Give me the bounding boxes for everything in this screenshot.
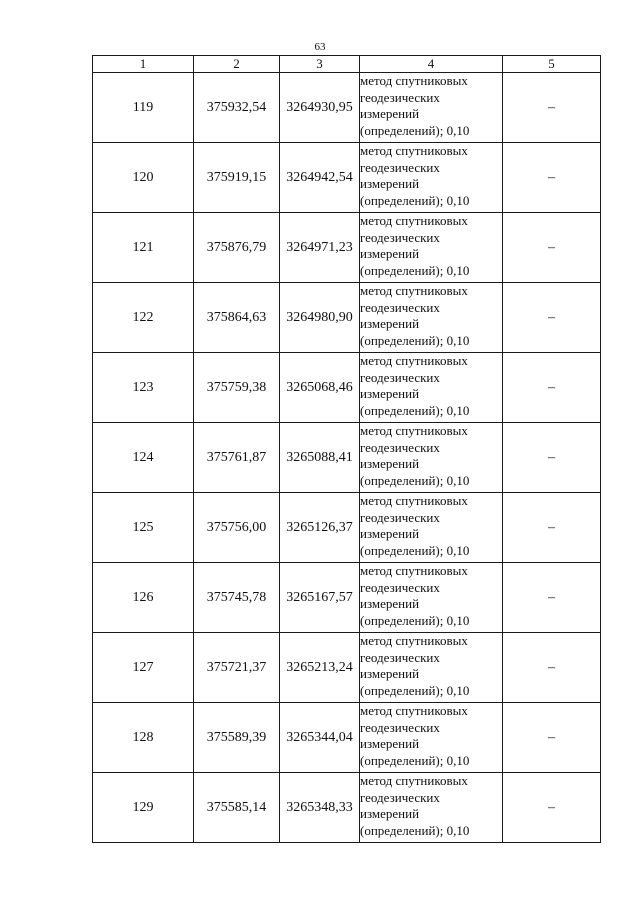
column-header-4: 4	[360, 56, 503, 73]
method-line: метод спутниковых	[360, 353, 468, 368]
method-cell	[360, 213, 503, 283]
method-line: метод спутниковых	[360, 283, 468, 298]
point-number-cell: 129	[93, 773, 194, 843]
table-row	[93, 143, 601, 213]
method-cell	[360, 703, 503, 773]
point-number-cell: 121	[93, 213, 194, 283]
column-header-2: 2	[194, 56, 280, 73]
method-line: измерений	[360, 526, 420, 542]
method-line: метод спутниковых	[360, 213, 468, 228]
method-line: геодезических	[360, 369, 440, 385]
coordinates-table	[92, 55, 601, 843]
method-line: геодезических	[360, 439, 440, 455]
table-row	[93, 213, 601, 283]
method-line: измерений	[360, 106, 420, 122]
method-line: метод спутниковых	[360, 143, 468, 158]
method-line: геодезических	[360, 579, 440, 595]
coordinate-y-cell: 3265126,37	[280, 493, 360, 563]
method-line: измерений	[360, 806, 420, 822]
coordinate-x-cell: 375585,14	[194, 773, 280, 843]
coordinate-y-cell: 3265348,33	[280, 773, 360, 843]
point-number-cell: 123	[93, 353, 194, 423]
column-5-cell: –	[503, 563, 601, 633]
method-line: геодезических	[360, 789, 440, 805]
column-5-cell: –	[503, 283, 601, 353]
coordinate-x-cell: 375721,37	[194, 633, 280, 703]
method-cell	[360, 493, 503, 563]
method-line: геодезических	[360, 719, 440, 735]
method-line: измерений	[360, 736, 420, 752]
point-number-cell: 125	[93, 493, 194, 563]
coordinate-y-cell: 3264930,95	[280, 73, 360, 143]
method-line: (определений); 0,10	[360, 192, 470, 208]
column-5-cell: –	[503, 423, 601, 493]
method-line: метод спутниковых	[360, 493, 468, 508]
method-line: (определений); 0,10	[360, 262, 470, 278]
method-line: метод спутниковых	[360, 773, 468, 788]
method-line: (определений); 0,10	[360, 122, 470, 138]
table-row	[93, 703, 601, 773]
table-row	[93, 493, 601, 563]
method-cell	[360, 283, 503, 353]
method-line: геодезических	[360, 229, 440, 245]
method-cell	[360, 73, 503, 143]
table-row	[93, 773, 601, 843]
method-line: (определений); 0,10	[360, 612, 470, 628]
method-line: (определений); 0,10	[360, 752, 470, 768]
method-line: измерений	[360, 386, 420, 402]
coordinate-y-cell: 3264971,23	[280, 213, 360, 283]
column-header-1: 1	[93, 56, 194, 73]
method-line: геодезических	[360, 159, 440, 175]
page-number: 63	[314, 41, 326, 53]
point-number-cell: 122	[93, 283, 194, 353]
method-line: метод спутниковых	[360, 703, 468, 718]
point-number-cell: 127	[93, 633, 194, 703]
method-line: (определений); 0,10	[360, 542, 470, 558]
method-cell	[360, 143, 503, 213]
coordinate-y-cell: 3265068,46	[280, 353, 360, 423]
coordinate-y-cell: 3265167,57	[280, 563, 360, 633]
coordinate-x-cell: 375932,54	[194, 73, 280, 143]
method-line: геодезических	[360, 89, 440, 105]
method-cell	[360, 773, 503, 843]
method-line: (определений); 0,10	[360, 472, 470, 488]
coordinate-x-cell: 375876,79	[194, 213, 280, 283]
method-line: метод спутниковых	[360, 563, 468, 578]
method-line: геодезических	[360, 509, 440, 525]
column-header-3: 3	[280, 56, 360, 73]
column-5-cell: –	[503, 773, 601, 843]
column-5-cell: –	[503, 143, 601, 213]
method-line: (определений); 0,10	[360, 682, 470, 698]
method-line: измерений	[360, 666, 420, 682]
method-line: (определений); 0,10	[360, 822, 470, 838]
coordinate-x-cell: 375756,00	[194, 493, 280, 563]
point-number-cell: 120	[93, 143, 194, 213]
coordinate-x-cell: 375745,78	[194, 563, 280, 633]
point-number-cell: 128	[93, 703, 194, 773]
coordinate-y-cell: 3264980,90	[280, 283, 360, 353]
coordinate-x-cell: 375864,63	[194, 283, 280, 353]
method-line: метод спутниковых	[360, 73, 468, 88]
coordinate-y-cell: 3265088,41	[280, 423, 360, 493]
method-line: (определений); 0,10	[360, 402, 470, 418]
method-cell	[360, 633, 503, 703]
method-line: метод спутниковых	[360, 423, 468, 438]
table-row	[93, 563, 601, 633]
coordinate-x-cell: 375761,87	[194, 423, 280, 493]
method-line: измерений	[360, 246, 420, 262]
column-5-cell: –	[503, 213, 601, 283]
column-5-cell: –	[503, 73, 601, 143]
coordinate-y-cell: 3265213,24	[280, 633, 360, 703]
table-row	[93, 283, 601, 353]
method-cell	[360, 353, 503, 423]
coordinate-y-cell: 3265344,04	[280, 703, 360, 773]
column-5-cell: –	[503, 493, 601, 563]
point-number-cell: 119	[93, 73, 194, 143]
method-line: измерений	[360, 316, 420, 332]
column-header-5: 5	[503, 56, 601, 73]
column-5-cell: –	[503, 353, 601, 423]
method-line: геодезических	[360, 299, 440, 315]
table-row	[93, 73, 601, 143]
method-line: геодезических	[360, 649, 440, 665]
method-cell	[360, 423, 503, 493]
method-line: измерений	[360, 176, 420, 192]
coordinate-x-cell: 375589,39	[194, 703, 280, 773]
table-header-row	[93, 56, 601, 73]
point-number-cell: 124	[93, 423, 194, 493]
point-number-cell: 126	[93, 563, 194, 633]
method-line: (определений); 0,10	[360, 332, 470, 348]
table-row	[93, 353, 601, 423]
coordinate-y-cell: 3264942,54	[280, 143, 360, 213]
method-line: измерений	[360, 456, 420, 472]
column-5-cell: –	[503, 703, 601, 773]
method-line: измерений	[360, 596, 420, 612]
coordinate-x-cell: 375919,15	[194, 143, 280, 213]
coordinate-x-cell: 375759,38	[194, 353, 280, 423]
table-row	[93, 423, 601, 493]
method-line: метод спутниковых	[360, 633, 468, 648]
table-body	[93, 73, 601, 843]
method-cell	[360, 563, 503, 633]
column-5-cell: –	[503, 633, 601, 703]
table-row	[93, 633, 601, 703]
